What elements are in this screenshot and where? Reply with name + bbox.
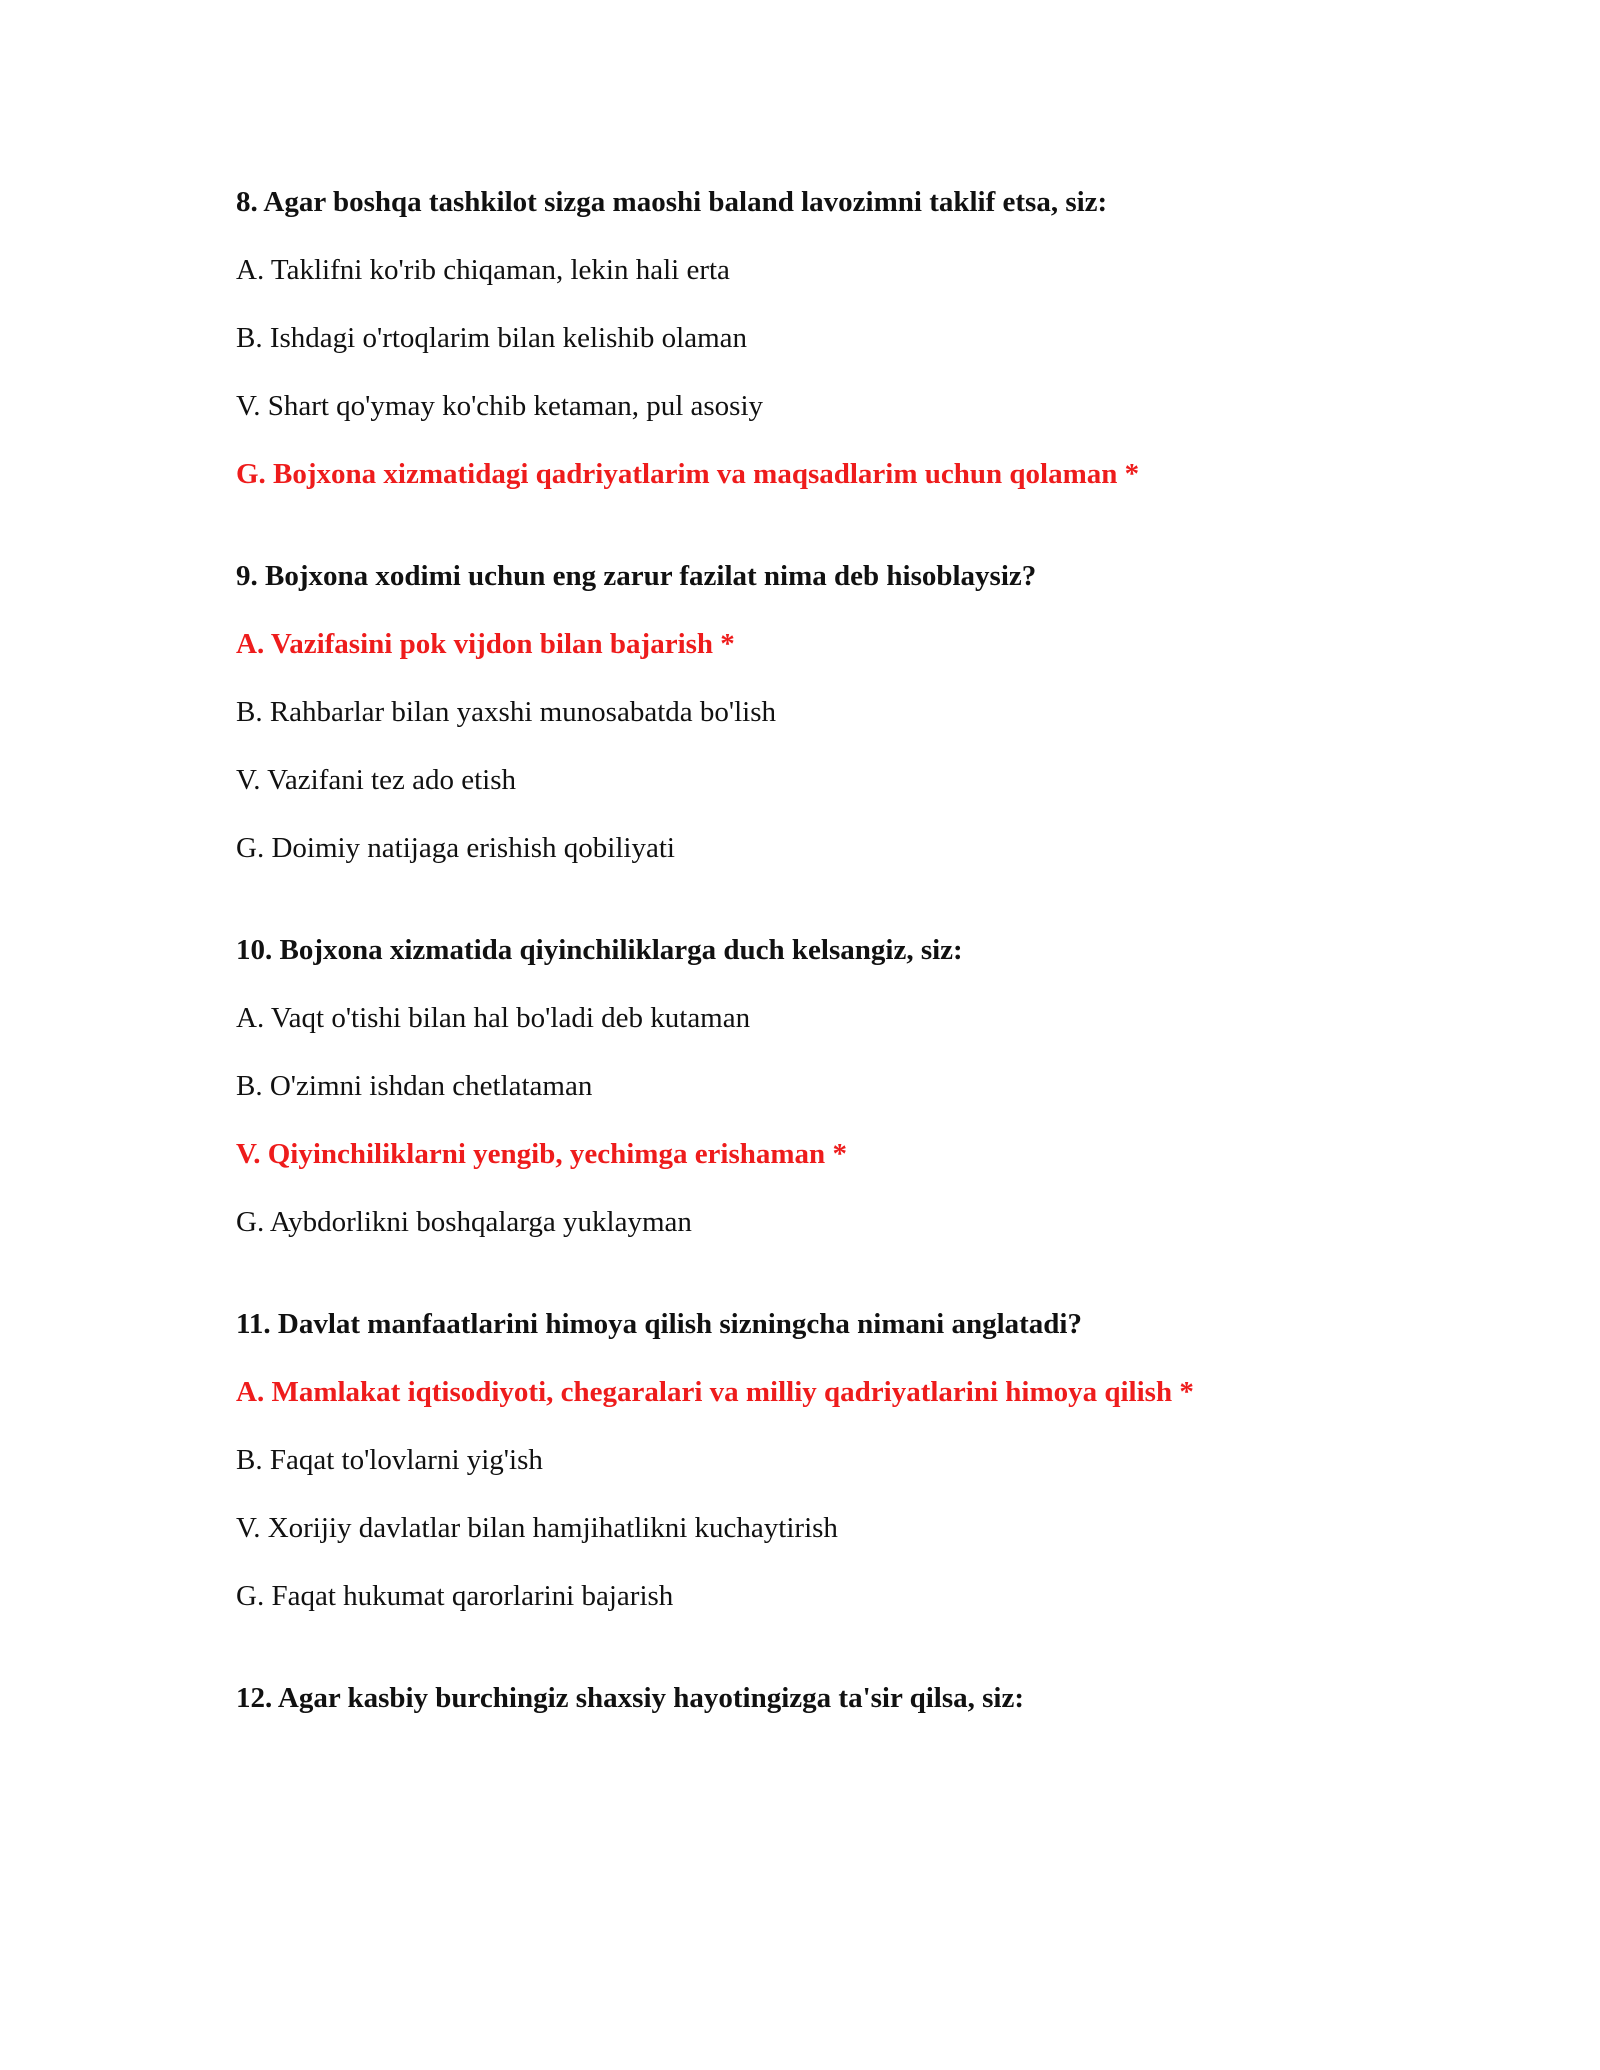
option-a: A. Taklifni ko'rib chiqaman, lekin hali erta: [236, 254, 730, 286]
option-g: G. Doimiy natijaga erishish qobiliyati: [236, 832, 675, 864]
question-10: [236, 933, 1436, 1239]
question-text: 9. Bojxona xodimi uchun eng zarur fazilat nima deb hisoblaysiz?: [236, 560, 1037, 592]
question-12: [236, 1681, 1436, 1715]
question-text: 10. Bojxona xizmatida qiyinchiliklarga duch kelsangiz, siz:: [236, 934, 963, 966]
option-b: B. O'zimni ishdan chetlataman: [236, 1070, 593, 1102]
option-a-correct: A. Vazifasini pok vijdon bilan bajarish *: [236, 628, 735, 660]
question-9: [236, 559, 1436, 865]
question-11: [236, 1307, 1436, 1613]
question-text: 11. Davlat manfaatlarini himoya qilish sizningcha nimani anglatadi?: [236, 1308, 1082, 1340]
option-g-correct: G. Bojxona xizmatidagi qadriyatlarim va maqsadlarim uchun qolaman *: [236, 458, 1140, 490]
option-v: V. Vazifani tez ado etish: [236, 764, 516, 796]
document-page: [236, 185, 1436, 1783]
option-a: A. Vaqt o'tishi bilan hal bo'ladi deb kutaman: [236, 1002, 751, 1034]
question-text: 8. Agar boshqa tashkilot sizga maoshi baland lavozimni taklif etsa, siz:: [236, 186, 1108, 218]
option-b: B. Ishdagi o'rtoqlarim bilan kelishib olaman: [236, 322, 748, 354]
option-b: B. Faqat to'lovlarni yig'ish: [236, 1444, 543, 1476]
option-v: V. Xorijiy davlatlar bilan hamjihatlikni kuchaytirish: [236, 1512, 838, 1544]
option-g: G. Faqat hukumat qarorlarini bajarish: [236, 1580, 674, 1612]
option-a-correct: A. Mamlakat iqtisodiyoti, chegaralari va milliy qadriyatlarini himoya qilish *: [236, 1376, 1194, 1408]
option-v: V. Shart qo'ymay ko'chib ketaman, pul asosiy: [236, 390, 764, 422]
question-text: 12. Agar kasbiy burchingiz shaxsiy hayotingizga ta'sir qilsa, siz:: [236, 1682, 1024, 1714]
option-v-correct: V. Qiyinchiliklarni yengib, yechimga erishaman *: [236, 1138, 847, 1170]
question-8: [236, 185, 1436, 491]
option-b: B. Rahbarlar bilan yaxshi munosabatda bo'lish: [236, 696, 777, 728]
option-g: G. Aybdorlikni boshqalarga yuklayman: [236, 1206, 692, 1238]
